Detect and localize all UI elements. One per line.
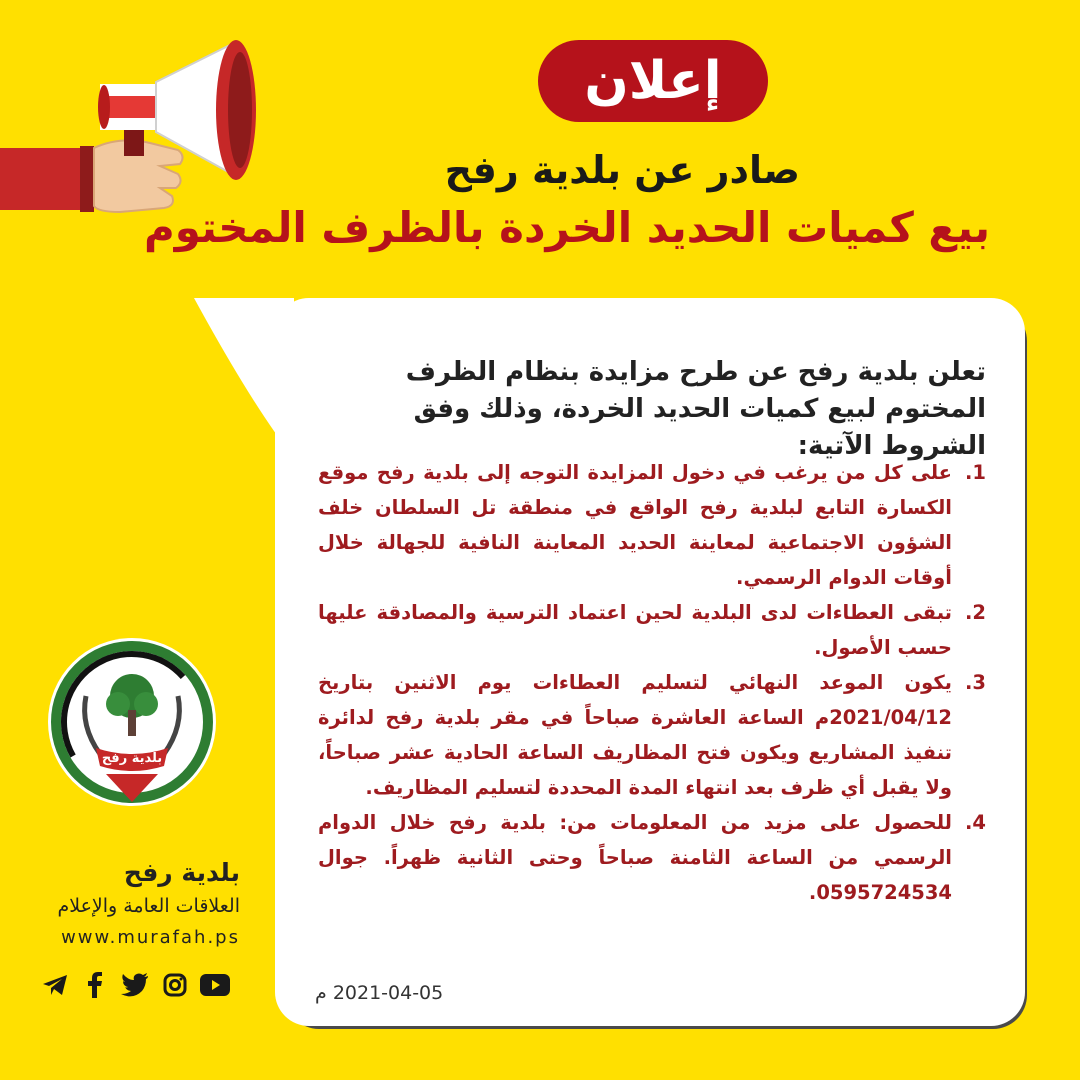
terms-list — [318, 455, 986, 910]
department-name: العلاقات العامة والإعلام — [57, 895, 240, 917]
intro-text: تعلن بلدية رفح عن طرح مزايدة بنظام الظرف المختوم لبيع كميات الحديد الخردة، وذلك وفق الشروط الآتية: — [405, 357, 986, 461]
announcement-badge — [538, 40, 768, 122]
announcement-headline: بيع كميات الحديد الخردة بالظرف المختوم — [143, 203, 990, 252]
youtube-icon[interactable] — [200, 970, 230, 1000]
announcement-date: 2021-04-05 م — [315, 982, 444, 1004]
issuer-subtitle: صادر عن بلدية رفح — [444, 148, 800, 192]
megaphone-illustration — [0, 38, 300, 218]
logo-text: بلدية رفح — [101, 751, 163, 766]
term-item — [318, 665, 986, 805]
term-text: تبقى العطاءات لدى البلدية لحين اعتماد الترسية والمصادقة عليها حسب الأصول. — [318, 601, 952, 659]
telegram-icon[interactable] — [40, 970, 70, 1000]
term-text: للحصول على مزيد من المعلومات من: بلدية رفح خلال الدوام الرسمي من الساعة الثامنة صباحاً وحتى الثانية ظهراً. جوال 0595724534. — [318, 811, 952, 904]
term-text: يكون الموعد النهائي لتسليم العطاءات يوم الاثنين بتاريخ 2021/04/12م الساعة العاشرة صباحاً في مقر بلدية رفح لدائرة تنفيذ المشاريع ويكون فتح المظاريف الساعة الحادية عشر صباحاً، ولا يقبل أي ظرف بعد انتهاء المدة المحددة لتسليم المظاريف. — [318, 671, 952, 799]
term-item — [318, 455, 986, 595]
term-number: 3. — [965, 671, 986, 694]
term-number: 4. — [965, 811, 986, 834]
organization-info — [40, 858, 240, 948]
announcement-label: إعلان — [584, 51, 722, 111]
twitter-icon[interactable] — [120, 970, 150, 1000]
term-text: على كل من يرغب في دخول المزايدة التوجه إلى بلدية رفح موقع الكسارة التابع لبلدية رفح الواقع في منطقة تل السلطان خلف الشؤون الاجتماعية لمعاينة الحديد المعاينة النافية للجهالة خلال أوقات الدوام الرسمي. — [318, 461, 952, 589]
term-item — [318, 595, 986, 665]
facebook-icon[interactable] — [80, 970, 110, 1000]
social-icons — [40, 970, 230, 1000]
municipality-logo — [46, 636, 218, 808]
website-link[interactable]: www.murafah.ps — [61, 927, 240, 948]
instagram-icon[interactable] — [160, 970, 190, 1000]
term-number: 1. — [965, 461, 986, 484]
term-item — [318, 805, 986, 910]
term-number: 2. — [965, 601, 986, 624]
organization-name: بلدية رفح — [123, 858, 240, 887]
